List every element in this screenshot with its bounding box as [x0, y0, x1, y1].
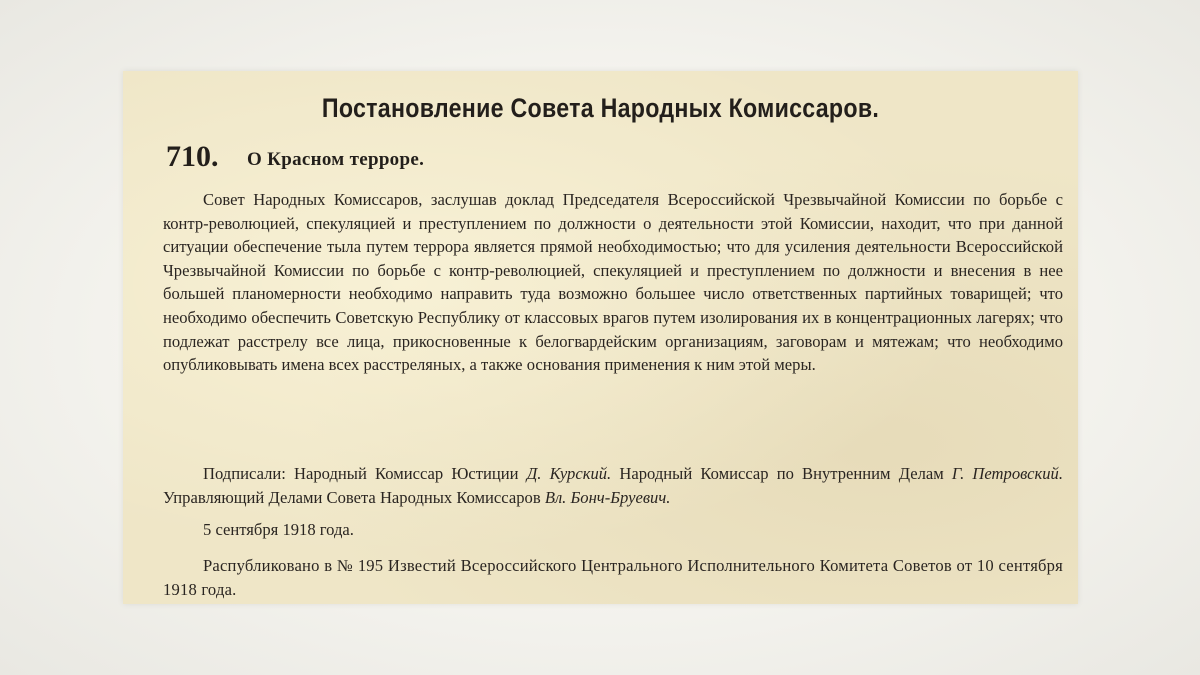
publication-note: Распубликовано в № 195 Известий Всероссийского Центрального Исполнительного Комитета Советов от 10 сентября 1918 года. — [163, 556, 1063, 599]
signatures-middle-2: Управляющий Делами Совета Народных Комиссаров — [163, 487, 545, 507]
decree-title: О Красном терроре. — [247, 149, 425, 170]
signatures-middle-1: Народный Комиссар по Внутренним Делам — [611, 464, 952, 483]
decree-number: 710. — [166, 140, 219, 173]
signatory-kursky: Д. Курский. — [526, 464, 612, 483]
signatures-paragraph — [163, 462, 1063, 509]
decree-date: 5 сентября 1918 года. — [203, 520, 354, 539]
scanned-document — [123, 71, 1078, 604]
document-heading: Постановление Совета Народных Комиссаров. — [321, 93, 880, 123]
signatory-bonch-bruevich: Вл. Бонч-Бруевич. — [544, 487, 671, 507]
signatory-petrovsky: Г. Петровский. — [951, 464, 1063, 483]
signatures-prefix: Подписали: Народный Комиссар Юстиции — [203, 464, 527, 483]
decree-body-text: Совет Народных Комиссаров, заслушав доклад Председателя Всероссийской Чрезвычайной Комиссии по борьбе с контр-революцией, спекуляцией и преступлением по должности о деятельности этой Комиссии, находит, что при данной ситуации обеспечение тыла путем террора является прямой необходимостью; что для усиления деятельности Всероссийской Чрезвычайной Комиссии по борьбе с контр-революцией, спекуляцией и преступлением по должности и внесения в нее большей планомерности необходимо направить туда возможно большее число ответственных партийных товарищей; что необходимо обеспечить Советскую Республику от классовых врагов путем изолирования их в концентрационных лагерях; что подлежат расстрелу все лица, прикосновенные к белогвардейским организациям, заговорам и мятежам; что необходимо опубликовывать имена всех расстреляных, а также основания применения к ним этой меры. — [163, 190, 1063, 375]
